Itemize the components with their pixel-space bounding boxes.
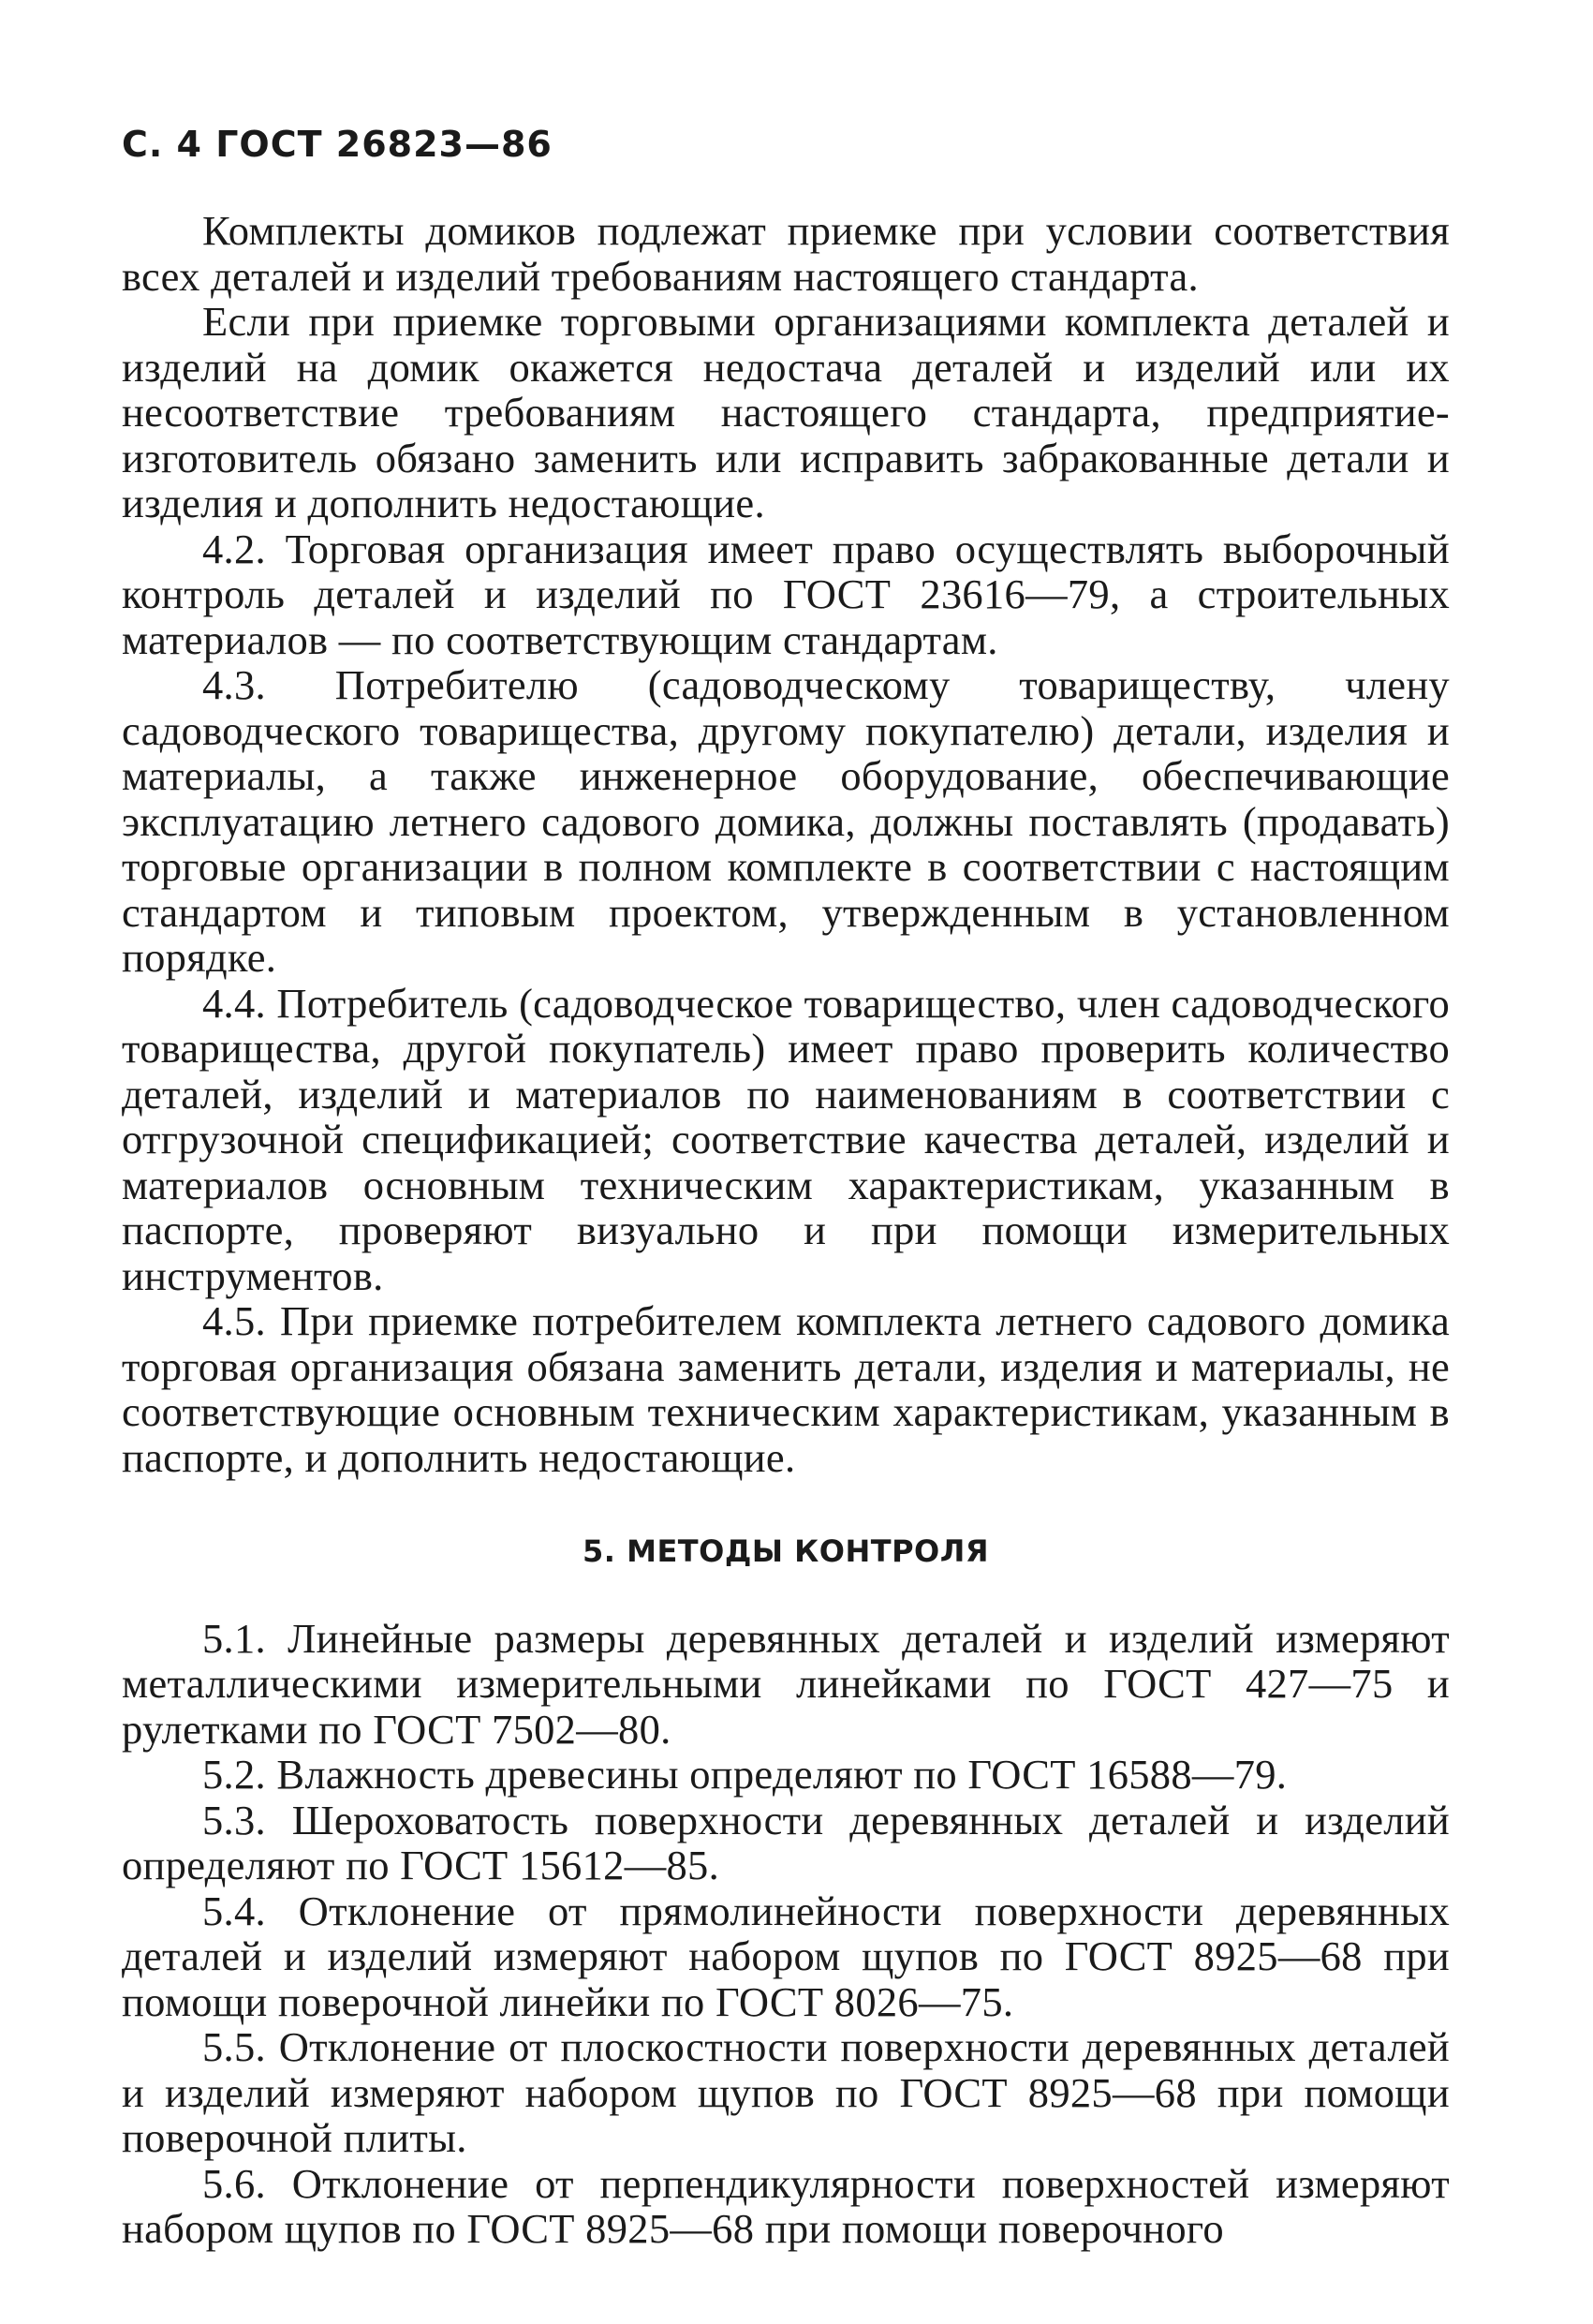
paragraph-4-3: 4.3. Потребителю (садоводческому товариществу, члену садоводческого товарищества, другому покупателю) детали, изделия и материалы, а также инженерное оборудование, обеспечивающие эксплуатацию летнего садового домика, должны поставлять (продавать) торговые организации в полном комплекте в соответствии с настоящим стандартом и типовым проектом, утвержденным в установленном порядке. [122,661,1450,981]
section-title-control-methods: 5. МЕТОДЫ КОНТРОЛЯ [583,1533,989,1569]
running-head: С. 4 ГОСТ 26823—86 [122,124,553,165]
paragraph-5-2: 5.2. Влажность древесины определяют по ГОСТ 16588—79. [202,1751,1288,1798]
paragraph-5-6: 5.6. Отклонение от перпендикулярности поверхностей измеряют набором щупов по ГОСТ 8925—68 при помощи поверочного [122,2159,1450,2252]
paragraph-4-2: 4.2. Торговая организация имеет право осуществлять выборочный контроль деталей и изделий по ГОСТ 23616—79, а строительных материалов — по соответствующим стандартам. [122,525,1450,663]
page-body [122,208,1450,2252]
paragraph-4-4: 4.4. Потребитель (садоводческое товарищество, член садоводческого товарищества, другой покупатель) имеет право проверить количество деталей, изделий и материалов по наименованиям в соответствии с отгрузочной спецификацией; соответствие качества деталей, изделий и материалов основным техническим характеристикам, указанным в паспорте, проверяют визуально и при помощи измерительных инструментов. [122,979,1450,1299]
paragraph-4-5: 4.5. При приемке потребителем комплекта летнего садового домика торговая организация обязана заменить детали, изделия и материалы, не соответствующие основным техническим характеристикам, указанным в паспорте, и дополнить недостающие. [122,1297,1450,1481]
paragraph-5-3: 5.3. Шероховатость поверхности деревянных деталей и изделий определяют по ГОСТ 15612—85. [122,1796,1450,1888]
paragraph-shortage-replacement: Если при приемке торговыми организациями комплекта деталей и изделий на домик окажется недостача деталей и изделий или их несоответствие требованиям настоящего стандарта, предприятие-изготовитель обязано заменить или исправить забракованные детали и изделия и дополнить недостающие. [122,298,1450,526]
paragraph-5-4: 5.4. Отклонение от прямолинейности поверхности деревянных деталей и изделий измеряют набором щупов по ГОСТ 8925—68 при помощи поверочной линейки по ГОСТ 8026—75. [122,1887,1450,2025]
paragraph-5-1: 5.1. Линейные размеры деревянных деталей и изделий измеряют металлическими измерительными линейками по ГОСТ 427—75 и рулетками по ГОСТ 7502—80. [122,1614,1450,1753]
paragraph-acceptance-conditions: Комплекты домиков подлежат приемке при условии соответствия всех деталей и изделий требованиям настоящего стандарта. [122,207,1450,300]
paragraph-5-5: 5.5. Отклонение от плоскостности поверхности деревянных деталей и изделий измеряют набором щупов по ГОСТ 8925—68 при помощи поверочной плиты. [122,2023,1450,2161]
